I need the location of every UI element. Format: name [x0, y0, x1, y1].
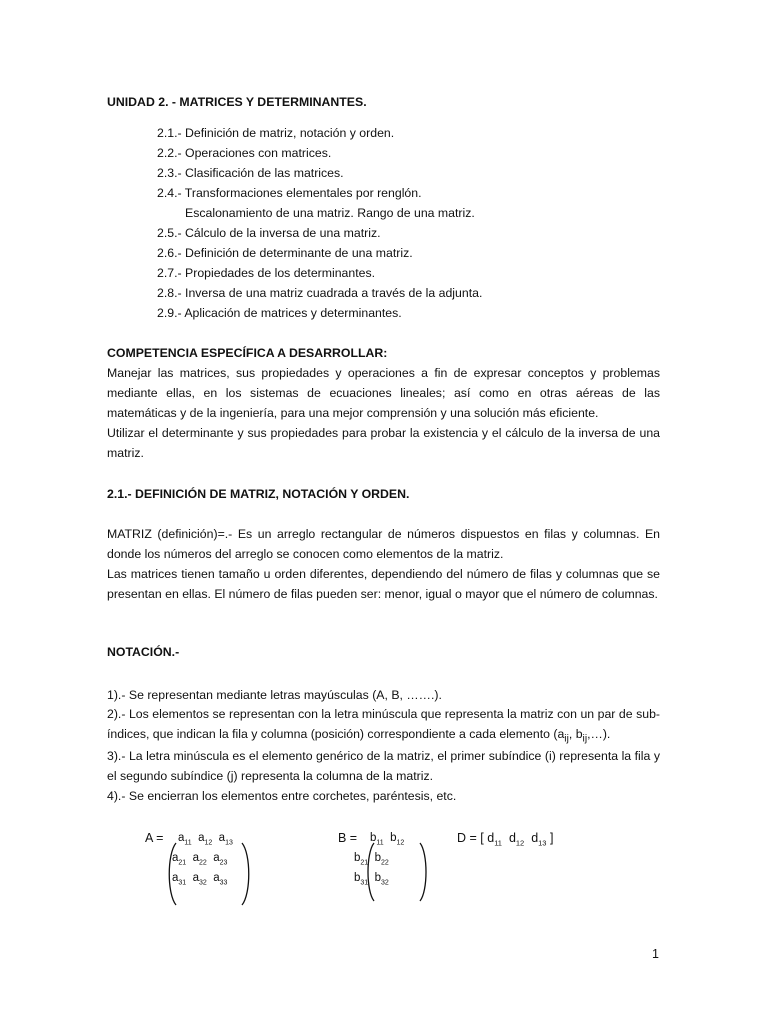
matrix-element: $a_{22}$: [192, 852, 207, 867]
matrix-element: $a_{33}$: [213, 872, 228, 887]
matrix-element: $a_{11}$: [178, 832, 192, 847]
notation-item-1: 1).- Se representan mediante letras mayúsculas (A, B, …….).: [107, 688, 442, 702]
matrix-a-label: A =: [145, 831, 164, 845]
page-number: 1: [652, 947, 659, 961]
matrix-element: $d_{12}$: [508, 831, 525, 848]
competencia-title: COMPETENCIA ESPECÍFICA A DESARROLLAR:: [107, 346, 388, 360]
matrix-d-label: D = [: [457, 831, 484, 845]
toc-item: 2.9.- Aplicación de matrices y determinantes.: [157, 306, 402, 320]
matrix-element: $b_{22}$: [374, 852, 389, 867]
toc-item: 2.2.- Operaciones con matrices.: [157, 146, 332, 160]
matrix-element: $b_{21}$: [354, 852, 369, 867]
matrix-element: $a_{12}$: [198, 832, 213, 847]
matrix-d-close-bracket: ]: [549, 831, 554, 845]
notation-item-3: 3).- La letra minúscula es el elemento genérico de la matriz, el primer subíndice (i) representa la fila y el segundo subíndice (j) representa la columna de la matriz.: [107, 749, 660, 783]
matrix-b-parentheses: [364, 840, 434, 904]
toc-item: 2.1.- Definición de matriz, notación y orden.: [157, 126, 395, 140]
definition-paragraph: MATRIZ (definición)=.- Es un arreglo rectangular de números dispuestos en filas y columnas. En donde los números del arreglo se conocen como elementos de la matriz.: [107, 527, 660, 561]
matrix-element: $b_{32}$: [374, 872, 389, 887]
toc-item: 2.7.- Propiedades de los determinantes.: [157, 266, 376, 280]
matrix-d-row-vector: [457, 828, 553, 848]
matrix-a-parentheses: [164, 840, 254, 908]
matrix-element: $a_{31}$: [172, 872, 187, 887]
matrix-element: $a_{32}$: [192, 872, 207, 887]
toc-item: 2.5.- Cálculo de la inversa de una matriz.: [157, 226, 381, 240]
toc-item-continuation: Escalonamiento de una matriz. Rango de una matriz.: [185, 206, 475, 220]
notation-item-4: 4).- Se encierran los elementos entre corchetes, paréntesis, etc.: [107, 789, 457, 803]
matrix-d-elements: [487, 831, 547, 848]
unit-heading: UNIDAD 2. - MATRICES Y DETERMINANTES.: [107, 95, 367, 109]
notacion-title: NOTACIÓN.-: [107, 645, 180, 659]
matrix-element: $b_{12}$: [390, 832, 405, 847]
matrix-element: $d_{13}$: [531, 831, 547, 848]
order-paragraph: Las matrices tienen tamaño u orden diferentes, dependiendo del número de filas y columnas que se presentan en ellas. El número de filas pueden ser: menor, igual o mayor que el número de columnas.: [107, 567, 660, 601]
toc-item: 2.3.- Clasificación de las matrices.: [157, 166, 344, 180]
competencia-paragraph: Manejar las matrices, sus propiedades y operaciones a fin de expresar conceptos y problemas mediante ellas, en los sistemas de ecuaciones lineales; así como en otras aéreas de las matemáticas y de la ingeniería, para una mejor comprensión y una solución más eficiente.: [107, 366, 660, 420]
toc-item: 2.8.- Inversa de una matriz cuadrada a través de la adjunta.: [157, 286, 483, 300]
matrix-b-label: B =: [338, 831, 358, 845]
toc-item: 2.4.- Transformaciones elementales por renglón.: [157, 186, 422, 200]
matrix-element: $a_{23}$: [213, 852, 228, 867]
matrix-element: $a_{13}$: [218, 832, 233, 847]
toc-item: 2.6.- Definición de determinante de una matriz.: [157, 246, 413, 260]
section-title: 2.1.- DEFINICIÓN DE MATRIZ, NOTACIÓN Y ORDEN.: [107, 487, 410, 501]
notation-item-2: 2).- Los elementos se representan con la letra minúscula que representa la matriz con un par de sub-índices, que indican la fila y columna (posición) correspondiente a cada elemento ($a_{ij}$, $b_{ij},\dots$).: [107, 707, 660, 745]
competencia-paragraph: Utilizar el determinante y sus propiedades para probar la existencia y el cálculo de la inversa de una matriz.: [107, 426, 660, 460]
table-of-contents: [157, 123, 617, 323]
matrix-element: $b_{31}$: [354, 872, 369, 887]
matrix-element: $d_{11}$: [487, 831, 502, 848]
matrix-element: $b_{11}$: [370, 832, 384, 847]
matrix-element: $a_{21}$: [172, 852, 187, 867]
